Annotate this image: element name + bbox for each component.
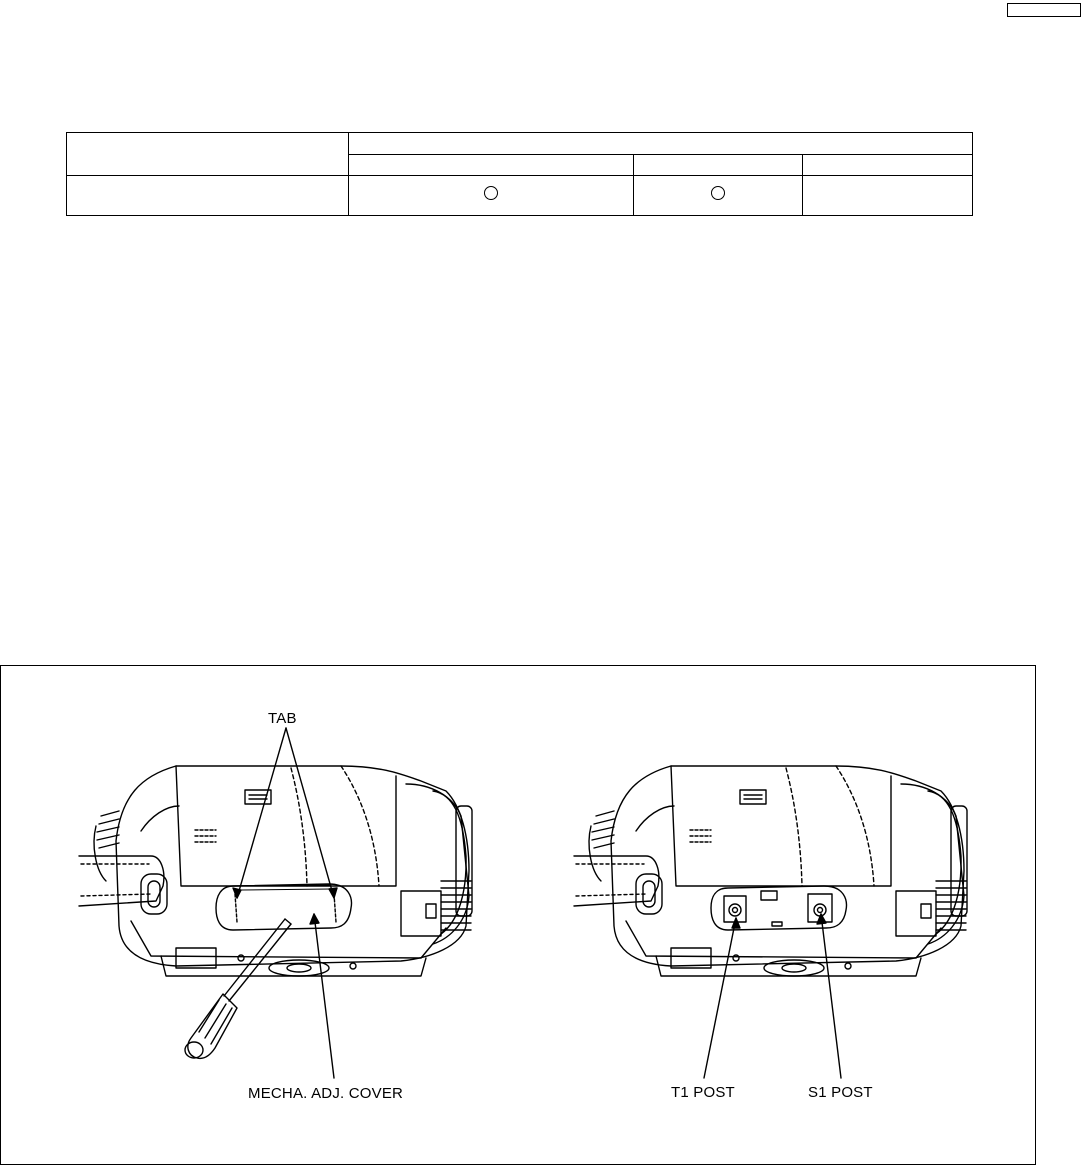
camcorder-illustration <box>1 666 1037 1166</box>
table-subheader-cell <box>634 155 803 175</box>
table-subheader-cell <box>803 155 973 175</box>
left-camcorder-body <box>79 766 472 976</box>
table-header-cell <box>67 133 349 176</box>
t1-post-label: T1 POST <box>671 1084 735 1101</box>
tab-label: TAB <box>268 710 297 727</box>
mecha-adj-cover-label: MECHA. ADJ. COVER <box>248 1085 404 1102</box>
screwdriver-icon <box>185 919 291 1058</box>
table-cell <box>67 175 349 216</box>
camcorder-figure <box>0 665 1036 1165</box>
table-row <box>67 133 973 155</box>
table-header-cell <box>349 133 973 155</box>
table-cell <box>634 175 803 216</box>
page-number-box <box>1007 3 1081 17</box>
table-cell <box>803 175 973 216</box>
table-cell <box>349 175 634 216</box>
circle-mark-icon <box>484 186 498 200</box>
table-subheader-cell <box>349 155 634 175</box>
s1-post-label: S1 POST <box>808 1084 873 1101</box>
spec-table <box>66 132 973 216</box>
left-callout-lines <box>233 728 337 1078</box>
circle-mark-icon <box>711 186 725 200</box>
right-camcorder-body <box>574 766 967 976</box>
table-row <box>67 175 973 216</box>
right-callout-lines <box>704 914 841 1078</box>
